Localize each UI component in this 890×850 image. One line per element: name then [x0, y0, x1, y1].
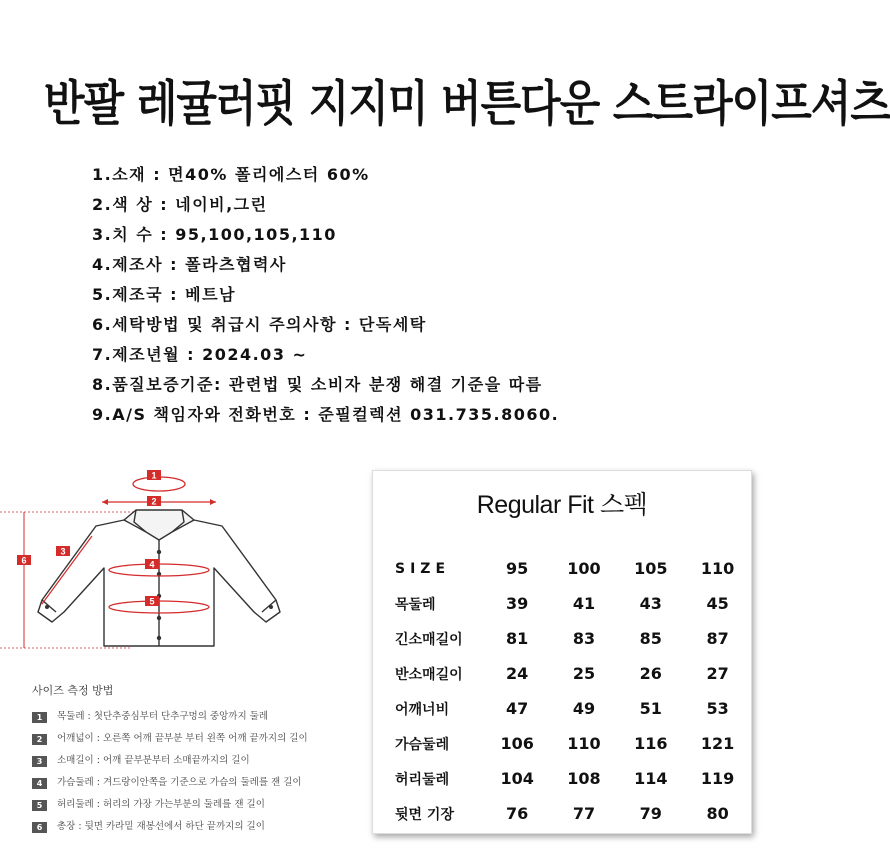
measurement-method-title: 사이즈 측정 방법: [32, 684, 114, 697]
table-row: [395, 656, 751, 691]
table-row: [395, 621, 751, 656]
row-value: 76: [506, 804, 529, 823]
spec-item: 3.치 수 : 95,100,105,110: [92, 225, 337, 244]
measurement-item: [32, 728, 308, 750]
size-table: [395, 551, 751, 831]
row-value: 121: [700, 734, 735, 753]
size-header-label: SIZE: [395, 560, 451, 577]
measurement-method-list: [32, 706, 308, 838]
row-label: 가슴둘레: [395, 736, 450, 753]
row-value: 25: [572, 664, 596, 683]
size-header-row: [395, 551, 751, 586]
row-label: 긴소매길이: [395, 631, 463, 648]
measurement-item: [32, 794, 308, 816]
row-value: 110: [567, 734, 601, 753]
measurement-text: 가슴둘레 : 겨드랑이안쪽을 기준으로 가슴의 둘레를 잰 길이: [57, 777, 302, 788]
row-value: 41: [572, 594, 596, 613]
row-value: 26: [639, 664, 662, 683]
row-value: 106: [500, 734, 534, 753]
measurement-item: [32, 750, 308, 772]
row-value: 80: [706, 804, 729, 823]
shirt-measurement-diagram: [0, 462, 372, 672]
size-spec-card: [372, 470, 752, 834]
row-label: 뒷면 기장: [395, 806, 454, 823]
row-value: 81: [506, 629, 529, 648]
table-row: [395, 761, 751, 796]
row-value: 114: [634, 769, 668, 788]
size-header-value: 110: [700, 559, 735, 578]
measurement-number: 5: [32, 800, 47, 811]
measurement-text: 목둘레 : 첫단추중심부터 단추구멍의 중앙까지 둘레: [57, 711, 269, 722]
row-value: 83: [572, 629, 596, 648]
row-value: 119: [700, 769, 735, 788]
measurement-number: 2: [32, 734, 47, 745]
row-value: 108: [567, 769, 601, 788]
marker-1: 1: [151, 470, 157, 481]
spec-item: 6.세탁방법 및 취급시 주의사항 : 단독세탁: [92, 315, 427, 334]
table-row: [395, 691, 751, 726]
measurement-item: [32, 816, 308, 838]
table-row: [395, 726, 751, 761]
measurement-number: 1: [32, 712, 47, 723]
spec-item: 2.색 상 : 네이비,그린: [92, 195, 268, 214]
table-row: [395, 586, 751, 621]
row-label: 어깨너비: [395, 701, 450, 718]
spec-item: 1.소재 : 면40% 폴리에스터 60%: [92, 165, 370, 184]
measurement-number: 3: [32, 756, 47, 767]
marker-2: 2: [151, 496, 157, 507]
row-value: 47: [506, 699, 529, 718]
product-spec-list: [92, 160, 559, 430]
row-value: 24: [506, 664, 529, 683]
row-value: 116: [634, 734, 668, 753]
spec-item: 5.제조국 : 베트남: [92, 285, 236, 304]
measurement-text: 총장 : 뒷면 카라밑 재봉선에서 하단 끝까지의 길이: [57, 821, 265, 832]
row-value: 39: [506, 594, 529, 613]
measurement-item: [32, 772, 308, 794]
row-value: 85: [639, 629, 662, 648]
marker-5: 5: [149, 596, 155, 607]
table-row: [395, 796, 751, 831]
spec-item: 4.제조사 : 폴라츠협력사: [92, 255, 287, 274]
marker-4: 4: [149, 559, 155, 570]
row-label: 허리둘레: [395, 771, 450, 788]
measurement-text: 소매길이 : 어깨 끝부분부터 소매끝까지의 길이: [57, 755, 250, 766]
row-value: 27: [706, 664, 729, 683]
measurement-text: 어깨넓이 : 오른쪽 어깨 끝부분 부터 왼쪽 어깨 끝까지의 길이: [57, 733, 308, 744]
row-value: 45: [706, 594, 729, 613]
spec-item: 9.A/S 책임자와 전화번호 : 준필컬렉션 031.735.8060.: [92, 405, 560, 424]
size-header-value: 105: [634, 559, 668, 578]
row-value: 77: [572, 804, 596, 823]
row-value: 49: [572, 699, 596, 718]
size-header-value: 95: [506, 559, 529, 578]
row-value: 87: [706, 629, 729, 648]
row-value: 43: [639, 594, 662, 613]
measurement-text: 허리둘레 : 허리의 가장 가는부분의 둘레를 잰 길이: [57, 799, 265, 810]
row-value: 51: [639, 699, 662, 718]
row-label: 반소매길이: [395, 666, 463, 683]
spec-card-title: Regular Fit 스펙: [476, 491, 648, 519]
measurement-number: 4: [32, 778, 47, 789]
product-title: 반팔 레귤러핏 지지미 버튼다운 스트라이프셔츠: [44, 75, 890, 132]
marker-6: 6: [21, 555, 27, 566]
size-header-value: 100: [567, 559, 601, 578]
spec-item: 7.제조년월 : 2024.03 ~: [92, 345, 308, 364]
measurement-number: 6: [32, 822, 47, 833]
spec-item: 8.품질보증기준: 관련법 및 소비자 분쟁 해결 기준을 따름: [92, 375, 543, 394]
row-value: 79: [639, 804, 662, 823]
row-value: 53: [706, 699, 729, 718]
shirt-icon: [38, 510, 280, 646]
row-value: 104: [500, 769, 534, 788]
marker-3: 3: [60, 546, 66, 557]
measurement-item: [32, 706, 308, 728]
row-label: 목둘레: [395, 596, 436, 613]
